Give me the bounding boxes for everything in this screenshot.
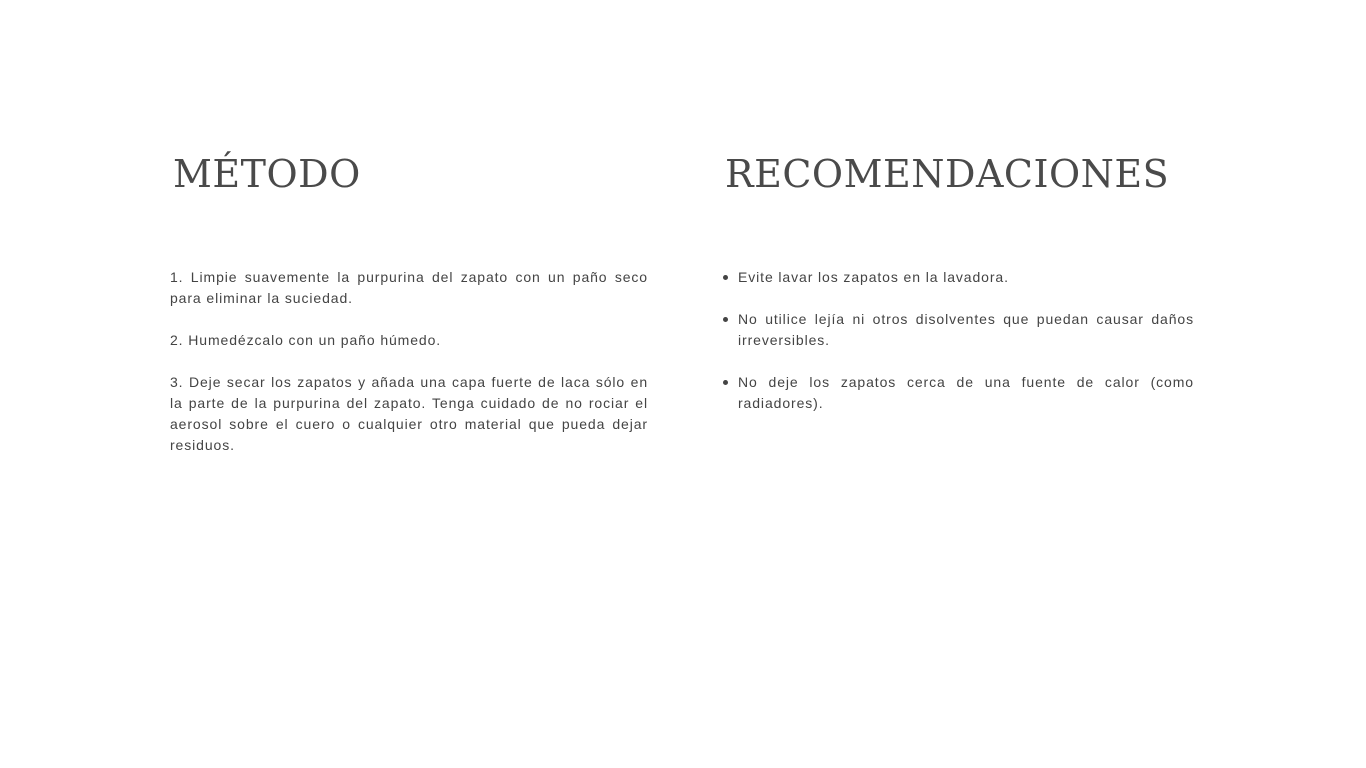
metodo-title: MÉTODO (173, 152, 361, 196)
metodo-section (170, 150, 648, 453)
recomendacion-item-2 (722, 309, 1194, 351)
recomendaciones-section (722, 150, 1194, 411)
bullet-icon (723, 317, 728, 322)
recomendacion-item-3 (722, 372, 1194, 414)
metodo-step-1: 1. Limpie suavemente la purpurina del zapato con un paño seco para eliminar la suciedad. (170, 269, 648, 306)
metodo-step-2: 2. Humedézcalo con un paño húmedo. (170, 332, 442, 348)
metodo-steps (170, 267, 648, 477)
recomendacion-text-1: Evite lavar los zapatos en la lavadora. (738, 269, 1009, 285)
metodo-step-3: 3. Deje secar los zapatos y añada una capa fuerte de laca sólo en la parte de la purpurina del zapato. Tenga cuidado de no rociar el aerosol sobre el cuero o cualquier otro material que pueda dejar residuos. (170, 374, 648, 453)
recomendacion-item-1 (722, 267, 1194, 288)
recomendaciones-body (722, 267, 1194, 435)
recomendacion-text-3: No deje los zapatos cerca de una fuente de calor (como radiadores). (738, 374, 1194, 411)
bullet-icon (723, 275, 728, 280)
bullet-icon (723, 380, 728, 385)
recomendacion-text-2: No utilice lejía ni otros disolventes que puedan causar daños irreversibles. (738, 311, 1194, 348)
recomendaciones-title: RECOMENDACIONES (725, 152, 1170, 196)
recomendaciones-list (722, 267, 1194, 414)
